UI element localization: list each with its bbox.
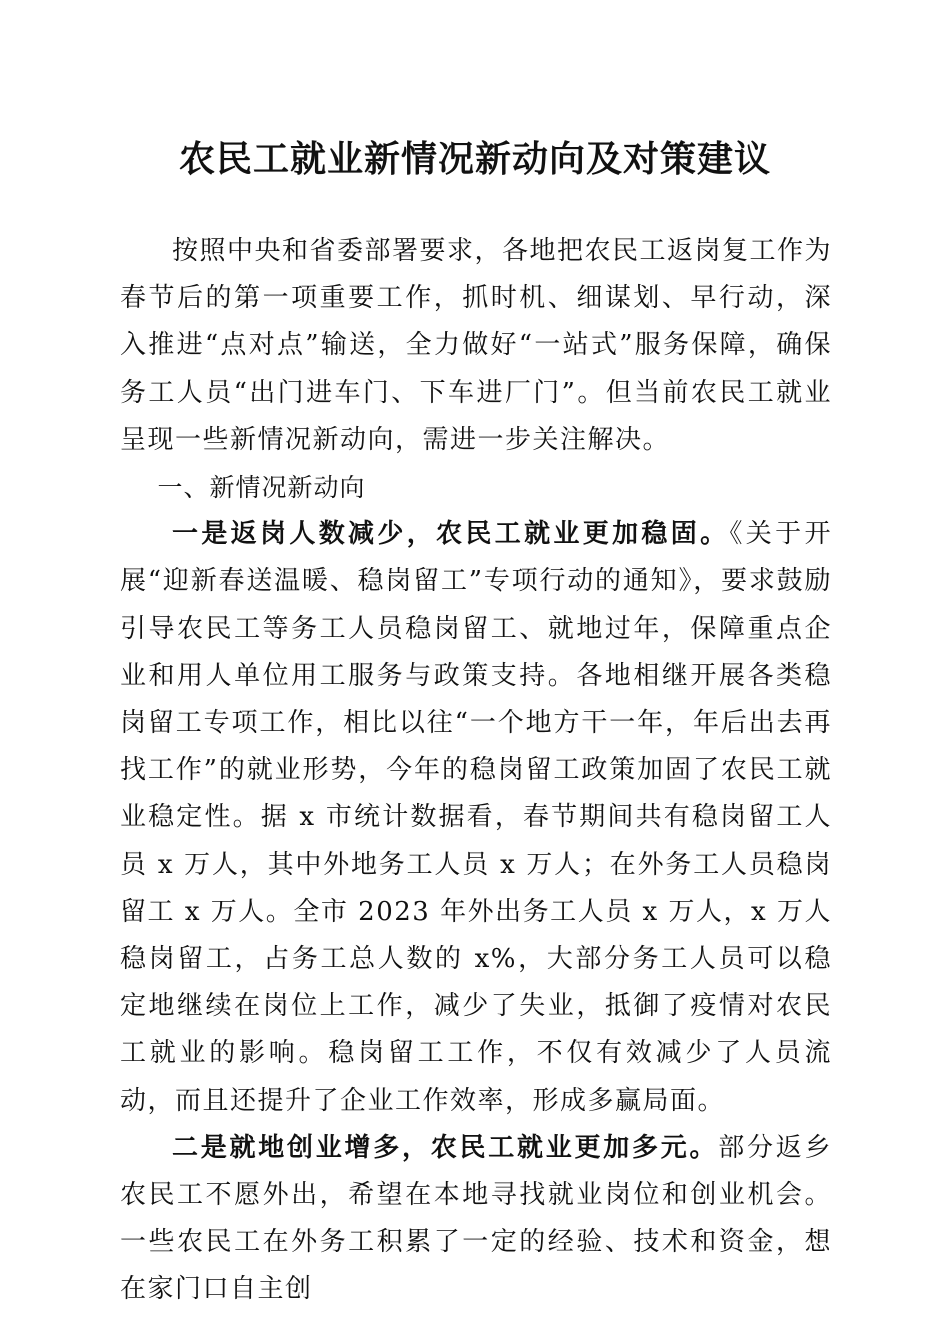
document-body bbox=[120, 228, 832, 1314]
point-1-body: 《关于开展“迎新春送温暖、稳岗留工”专项行动的通知》，要求鼓励引导农民工等务工人员稳岗留工、就地过年，保障重点企业和用人单位用工服务与政策支持。各地相继开展各类稳岗留工专项工作，相比以往“一个地方干一年，年后出去再找工作”的就业形势，今年的稳岗留工政策加固了农民工就业稳定性。据 x 市统计数据看，春节期间共有稳岗留工人员 x 万人，其中外地务工人员 x 万人；在外务工人员稳岗留工 x 万人。全市 2023 年外出务工人员 x 万人，x 万人稳岗留工，占务工总人数的 x%，大部分务工人员可以稳定地继续在岗位上工作，减少了失业，抵御了疫情对农民工就业的影响。稳岗留工工作，不仅有效减少了人员流动，而且还提升了企业工作效率，形成多赢局面。 bbox=[120, 519, 832, 1116]
point-2-body: 部分返乡农民工不愿外出，希望在本地寻找就业岗位和创业机会。一些农民工在外务工积累了一定的经验、技术和资金，想在家门口自主创 bbox=[120, 1132, 832, 1305]
point-2-paragraph bbox=[120, 1125, 832, 1314]
document-title: 农民工就业新情况新动向及对策建议 bbox=[178, 138, 771, 180]
point-1-lead: 一是返岗人数减少，农民工就业更加稳固。 bbox=[172, 519, 730, 550]
point-2-lead: 二是就地创业增多，农民工就业更加多元。 bbox=[172, 1132, 719, 1163]
intro-paragraph: 按照中央和省委部署要求，各地把农民工返岗复工作为春节后的第一项重要工作，抓时机、细谋划、早行动，深入推进“点对点”输送，全力做好“一站式”服务保障，确保务工人员“出门进车门、下车进厂门”。但当前农民工就业呈现一些新情况新动向，需进一步关注解决。 bbox=[120, 236, 833, 455]
section-heading-1: 一、新情况新动向 bbox=[157, 473, 366, 503]
point-1-paragraph bbox=[120, 511, 832, 1125]
